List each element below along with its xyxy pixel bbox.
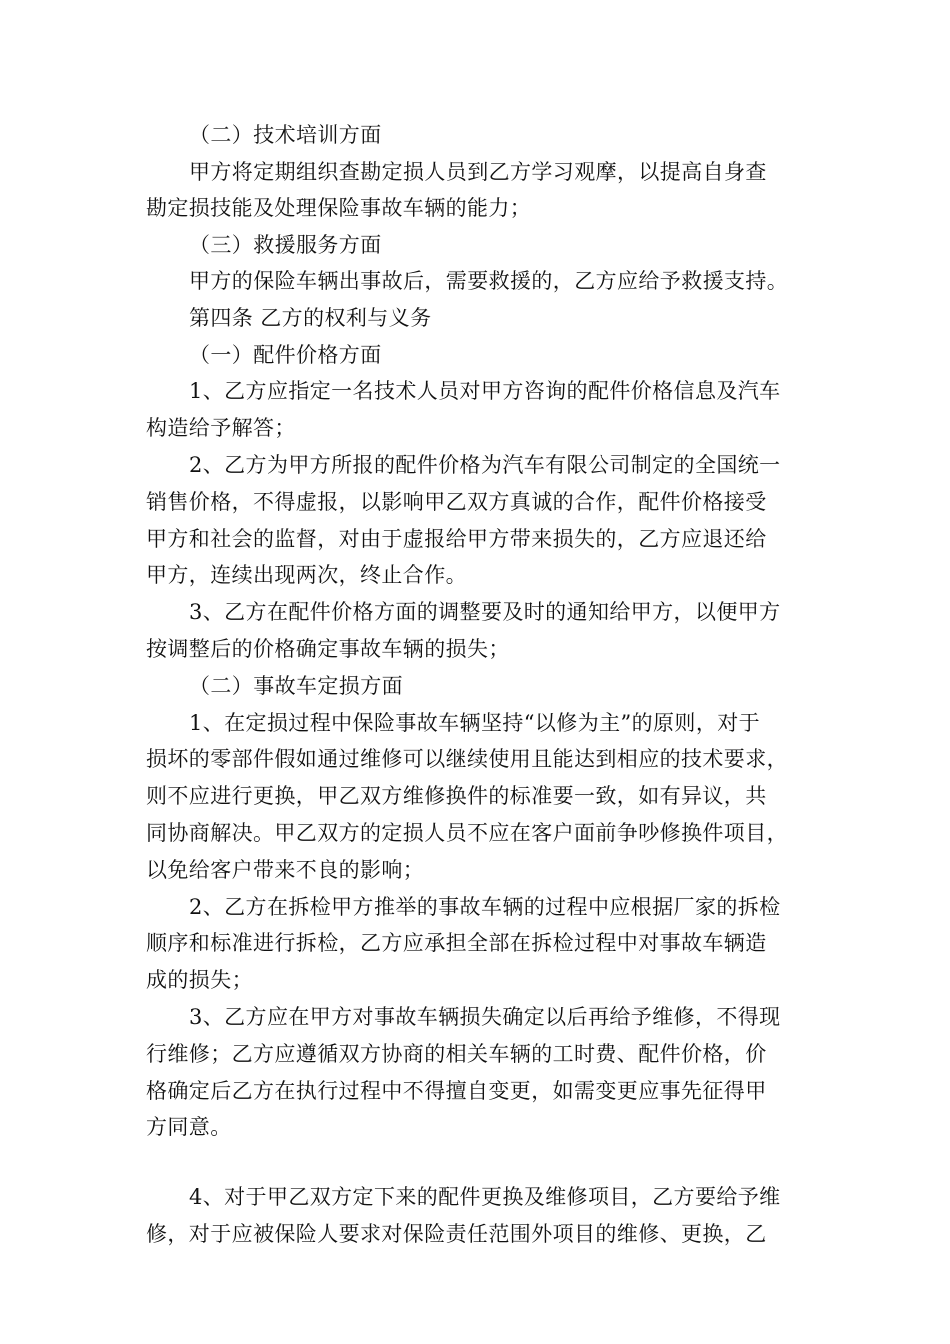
paragraph-line: 以免给客户带来不良的影响；	[146, 858, 425, 882]
paragraph-line: 2、乙方为甲方所报的配件价格为汽车有限公司制定的全国统一	[189, 453, 781, 477]
paragraph-line: 格确定后乙方在执行过程中不得擅自变更，如需变更应事先征得甲	[146, 1079, 767, 1103]
paragraph-line: 勘定损技能及处理保险事故车辆的能力；	[146, 196, 532, 220]
paragraph-line: 行维修；乙方应遵循双方协商的相关车辆的工时费、配件价格，价	[146, 1042, 767, 1066]
section-heading-technical-training: （二）技术培训方面	[189, 123, 382, 147]
paragraph-line: 甲方将定期组织查勘定损人员到乙方学习观摩，以提高自身查	[189, 160, 767, 184]
paragraph-line: 2、乙方在拆检甲方推举的事故车辆的过程中应根据厂家的拆检	[189, 895, 781, 919]
paragraph-line: 销售价格，不得虚报，以影响甲乙双方真诚的合作，配件价格接受	[146, 490, 767, 514]
section-heading-accident-assessment: （二）事故车定损方面	[189, 674, 403, 698]
paragraph-line: 1、乙方应指定一名技术人员对甲方咨询的配件价格信息及汽车	[189, 379, 781, 403]
article-heading: 第四条 乙方的权利与义务	[189, 306, 432, 330]
paragraph-line: 同协商解决。甲乙双方的定损人员不应在客户面前争吵修换件项目，	[146, 821, 788, 845]
section-heading-parts-price: （一）配件价格方面	[189, 343, 382, 367]
paragraph-line: 成的损失；	[146, 968, 253, 992]
section-heading-rescue-service: （三）救援服务方面	[189, 233, 382, 257]
paragraph-line: 3、乙方在配件价格方面的调整要及时的通知给甲方，以便甲方	[189, 600, 781, 624]
paragraph-line: 顺序和标准进行拆检，乙方应承担全部在拆检过程中对事故车辆造	[146, 931, 767, 955]
paragraph-line: 修，对于应被保险人要求对保险责任范围外项目的维修、更换，乙	[146, 1222, 767, 1246]
paragraph-line: 1、在定损过程中保险事故车辆坚持“以修为主”的原则，对于	[189, 711, 761, 735]
paragraph-line: 甲方，连续出现两次，终止合作。	[146, 563, 467, 587]
paragraph-line: 甲方的保险车辆出事故后，需要救援的，乙方应给予救援支持。	[189, 269, 789, 293]
paragraph-line: 损坏的零部件假如通过维修可以继续使用且能达到相应的技术要求，	[146, 747, 788, 771]
paragraph-line: 方同意。	[146, 1115, 232, 1139]
paragraph-line: 则不应进行更换，甲乙双方维修换件的标准要一致，如有异议，共	[146, 784, 767, 808]
paragraph-line: 按调整后的价格确定事故车辆的损失；	[146, 637, 510, 661]
paragraph-line: 甲方和社会的监督，对由于虚报给甲方带来损失的，乙方应退还给	[146, 527, 767, 551]
paragraph-line: 4、对于甲乙双方定下来的配件更换及维修项目，乙方要给予维	[189, 1185, 781, 1209]
paragraph-line: 构造给予解答；	[146, 416, 296, 440]
paragraph-line: 3、乙方应在甲方对事故车辆损失确定以后再给予维修，不得现	[189, 1005, 781, 1029]
